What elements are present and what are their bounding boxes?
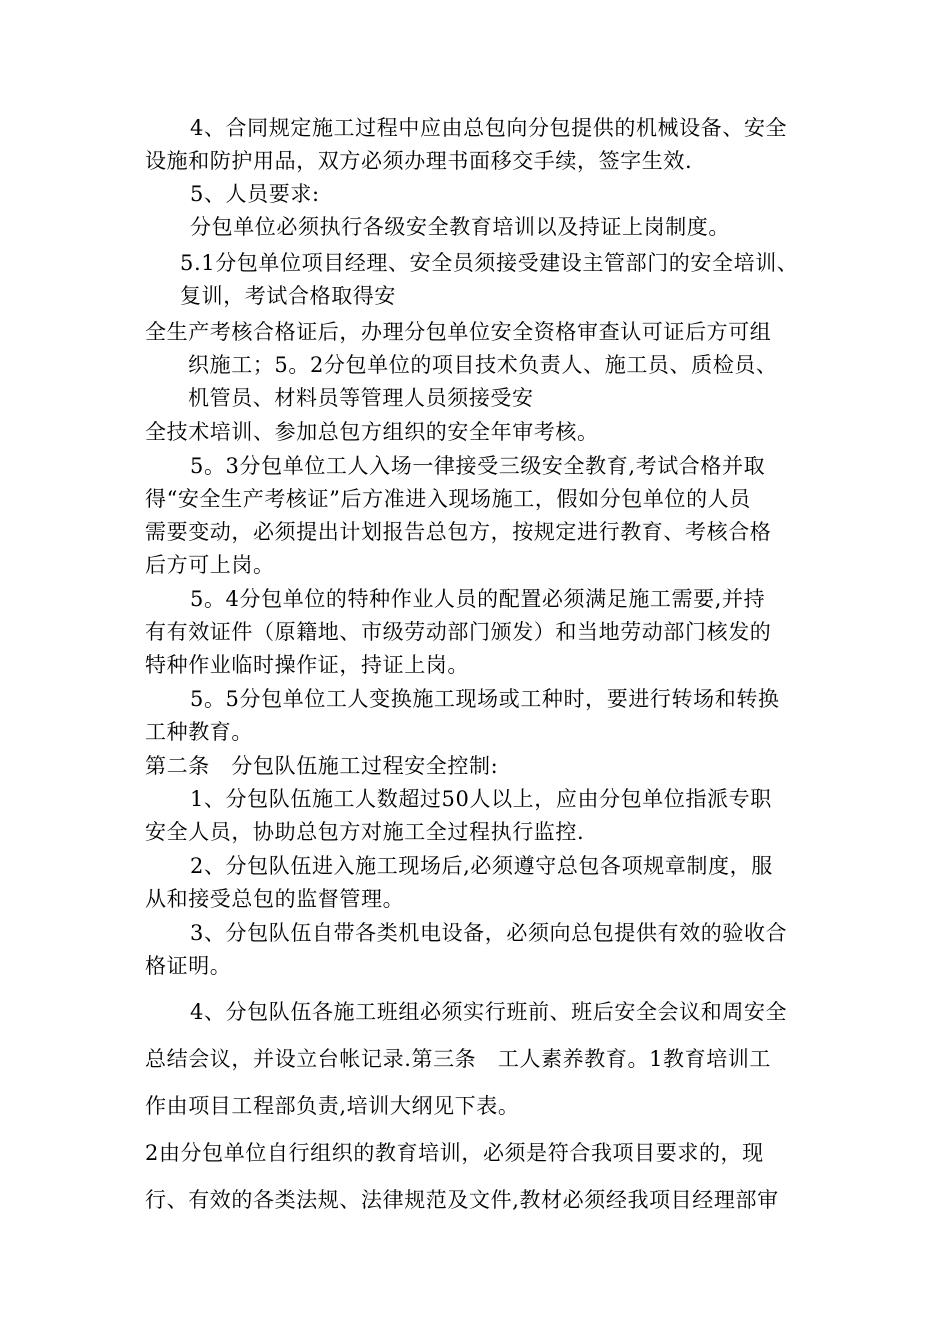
text-line: 有有效证件（原籍地、市级劳动部门颁发）和当地劳动部门核发的 — [145, 620, 772, 644]
text-line: 特种作业临时操作证，持证上岗。 — [145, 653, 469, 677]
text-line: 格证明。 — [145, 954, 232, 978]
text-line: 分包单位必须执行各级安全教育培训以及持证上岗制度。 — [190, 215, 730, 239]
text-line: 行、有效的各类法规、法律规范及文件,教材必须经我项目经理部审 — [145, 1188, 779, 1212]
text-line: 作由项目工程部负责,培训大纲见下表。 — [145, 1094, 520, 1118]
text-line: 工种教育。 — [145, 720, 253, 744]
text-line: 总结会议，并设立台帐记录.第三条 工人素养教育。1教育培训工 — [145, 1047, 772, 1071]
text-line: 5。4分包单位的特种作业人员的配置必须满足施工需要,并持 — [190, 587, 766, 611]
text-line: 全生产考核合格证后，办理分包单位安全资格审查认可证后方可组 — [145, 320, 772, 344]
text-line: 织施工；5。2分包单位的项目技术负责人、施工员、质检员、 — [188, 353, 778, 377]
text-line: 复训，考试合格取得安 — [180, 284, 396, 308]
text-line: 5。5分包单位工人变换施工现场或工种时，要进行转场和转换 — [190, 687, 780, 711]
text-line: 得“安全生产考核证”后方准进入现场施工，假如分包单位的人员 — [145, 487, 751, 511]
text-line: 全技术培训、参加总包方组织的安全年审考核。 — [145, 420, 599, 444]
text-line: 从和接受总包的监督管理。 — [145, 887, 405, 911]
text-line: 4、分包队伍各施工班组必须实行班前、班后安全会议和周安全 — [190, 1000, 788, 1024]
text-line: 5.1分包单位项目经理、安全员须接受建设主管部门的安全培训、 — [180, 251, 799, 275]
text-line: 机管员、材料员等管理人员须接受安 — [188, 386, 534, 410]
text-line: 5、人员要求: — [190, 182, 320, 206]
text-line: 3、分包队伍自带各类机电设备，必须向总包提供有效的验收合 — [190, 921, 788, 945]
text-line: 后方可上岗。 — [145, 553, 275, 577]
text-line: 5。3分包单位工人入场一律接受三级安全教育,考试合格并取 — [190, 454, 766, 478]
text-line: 设施和防护用品，双方必须办理书面移交手续，签字生效. — [145, 149, 693, 173]
text-line: 4、合同规定施工过程中应由总包向分包提供的机械设备、安全 — [190, 116, 788, 140]
text-line: 1、分包队伍施工人数超过50人以上，应由分包单位指派专职 — [190, 787, 772, 811]
text-line: 2、分包队伍进入施工现场后,必须遵守总包各项规章制度，服 — [190, 854, 773, 878]
text-line: 2由分包单位自行组织的教育培训，必须是符合我项目要求的，现 — [145, 1141, 764, 1165]
text-line: 安全人员，协助总包方对施工全过程执行监控. — [145, 820, 585, 844]
text-line: 需要变动，必须提出计划报告总包方，按规定进行教育、考核合格 — [145, 520, 772, 544]
text-line: 第二条 分包队伍施工过程安全控制: — [145, 754, 499, 778]
